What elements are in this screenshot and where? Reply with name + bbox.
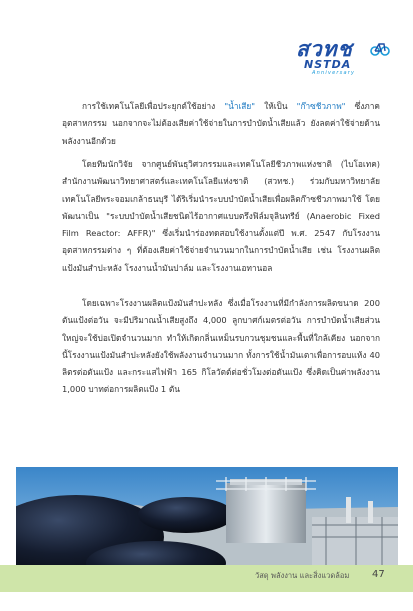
highlight-biogas: "ก๊าซชีวภาพ" [296,101,346,111]
biogas-plant-photo [16,467,398,565]
logo-tagline: Anniversary [312,70,356,76]
p1-before: การใช้เทคโนโลยีเพื่อประยุกต์ใช้อย่าง [82,101,225,111]
digester-dome-middle [138,497,234,533]
storage-tank [226,483,306,543]
logo-subtitle: NSTDA [304,58,352,71]
paragraph-research-team [62,156,380,277]
p1-after: ซึ่งภาคอุตสาหกรรม นอกจากจะไม่ต้องเสียค่าใช้จ่ายในการบำบัดน้ำเสียแล้ว ยังลดค่าใช้จ่ายด้านพลังงานอีกด้วย [62,101,380,146]
footer-caption: วัสดุ พลังงาน และสิ่งแวดล้อม [255,571,350,580]
p2-text: โดยทีมนักวิจัย จากศูนย์พันธุวิศวกรรมและเทคโนโลยีชีวภาพแห่งชาติ (ไบโอเทค) สำนักงานพัฒนาวิทยาศาสตร์และเทคโนโลยีแห่งชาติ (สวทช.) ร่วมกับมหาวิทยาลัยเทคโนโลยีพระจอมเกล้าธนบุรี ได้ริเริ่มนำระบบบำบัดน้ำเสียเพื่อผลิตก๊าซชีวภาพมาใช้ โดยพัฒนาเป็น "ระบบบำบัดน้ำเสียชนิดไร้อากาศแบบตรึงฟิล์มจุลินทรีย์ (Anaerobic Fixed Film Reactor: AFFR)" ซึ่งเริ่มนำร่องทดสอบใช้งานตั้งแต่ปี พ.ศ. 2547 กับโรงงานอุตสาหกรรมต่าง ๆ ที่ต้องเสียค่าใช้จ่ายจำนวนมากในการบำบัดน้ำเสีย เช่น โรงงานผลิตแป้งมันสำปะหลัง โรงงานน้ำมันปาล์ม และโรงงานเอทานอล [62,159,380,273]
logo-wordmark [296,38,353,60]
page-number: 47 [372,569,385,580]
photo-illustration [16,467,398,565]
footer-band [0,565,413,592]
paragraph-intro [62,98,380,150]
highlight-wastewater: "น้ำเสีย" [224,101,256,111]
bicycle-icon [370,39,390,57]
p1-mid: ให้เป็น [255,101,297,111]
p3-text: โดยเฉพาะโรงงานผลิตแป้งมันสำปะหลัง ซึ่งเมื่อโรงงานที่มีกำลังการผลิตขนาด 200 ตันแป้งต่อวัน จะมีปริมาณน้ำเสียสูงถึง 4,000 ลูกบาศก์เมตรต่อวัน การบำบัดน้ำเสียส่วนใหญ่จะใช้บ่อเปิดจำนวนมาก ทำให้เกิดกลิ่นเหม็นรบกวนชุมชนและพื้นที่ใกล้เคียง นอกจากนี้โรงงานแป้งมันสำปะหลังยังใช้พลังงานจำนวนมาก ทั้งการใช้น้ำมันเตาเพื่อการอบแห้ง 40 ลิตรต่อตันแป้ง และกระแสไฟฟ้า 165 กิโลวัตต์ต่อชั่วโมงต่อตันแป้ง ซึ่งคิดเป็นค่าพลังงาน 1,000 บาทต่อการผลิตแป้ง 1 ตัน [62,298,380,395]
nstda-anniversary-logo [296,38,394,78]
logo-word-dark: สวทช [296,37,353,61]
paragraph-tapioca-factory [62,295,380,399]
